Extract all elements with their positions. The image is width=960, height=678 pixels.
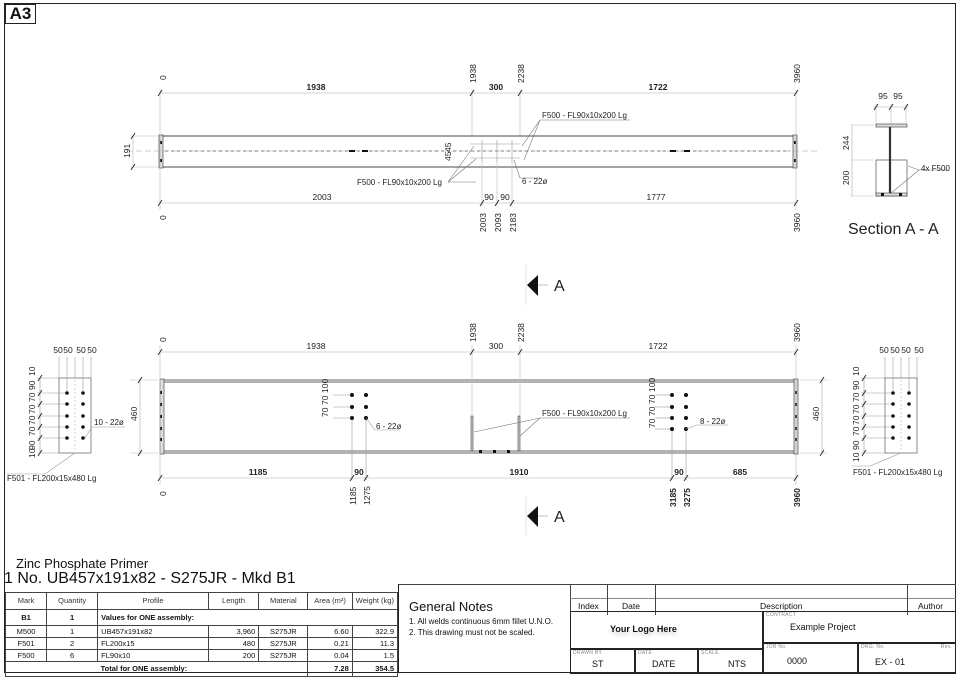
cell-length: 480 xyxy=(208,638,259,650)
elev-depth-left: 460 xyxy=(129,406,139,421)
revision-row-divider xyxy=(570,598,956,599)
elev-dim-1185: 1185 xyxy=(248,467,268,477)
total-weight: 354.5 xyxy=(352,662,397,677)
plan-flange-width: 191 xyxy=(122,143,132,158)
elev-right-pitch-100: 100 xyxy=(647,377,657,392)
cell-material: S275JR xyxy=(259,650,308,662)
plan-view xyxy=(127,90,820,210)
cell-area: 0.04 xyxy=(308,650,352,662)
lplate-dim-50a: 50 xyxy=(53,345,63,355)
job-number-value: 0000 xyxy=(787,656,808,666)
plan-dim-300: 300 xyxy=(488,82,504,92)
cell-mark: M500 xyxy=(6,626,47,638)
end-plate-right xyxy=(852,357,917,466)
plan-dim-1722: 1722 xyxy=(648,82,668,92)
section-dim-95a: 95 xyxy=(878,91,888,101)
plan-gauge-45b: 45 xyxy=(443,151,453,161)
contract-value: Example Project xyxy=(790,622,856,632)
elevation-view xyxy=(130,345,828,485)
cell-weight: 1.5 xyxy=(352,650,397,662)
elev-left-holes-callout: 6 - 22ø xyxy=(376,422,402,431)
parts-table-header xyxy=(6,593,398,610)
rplate-side-70b: 70 xyxy=(851,404,861,414)
rev-header-author: Author xyxy=(918,601,944,611)
elev-ord-1938: 1938 xyxy=(468,323,478,342)
parts-table xyxy=(5,592,398,677)
rplate-side-70c: 70 xyxy=(851,415,861,425)
total-spacer xyxy=(6,662,98,677)
table-row xyxy=(6,626,398,638)
cell-area: 0.21 xyxy=(308,638,352,650)
rplate-side-70d: 70 xyxy=(851,426,861,436)
section-marker-label-top: A xyxy=(554,278,565,295)
elev-left-pitch-70b: 70 xyxy=(320,407,330,417)
assembly-row xyxy=(6,610,398,626)
drawing-number-cell xyxy=(858,643,956,674)
job-number-label: JOB No. xyxy=(766,644,787,650)
rplate-dim-50c: 50 xyxy=(901,345,911,355)
date-label: DATE xyxy=(638,650,653,656)
lplate-holes-callout: 10 - 22ø xyxy=(94,418,124,427)
elev-right-pitch-70c: 70 xyxy=(647,418,657,428)
contract-label: CONTRACT xyxy=(766,612,797,618)
drawn-by-value: ST xyxy=(592,659,604,669)
cell-weight: 322.9 xyxy=(352,626,397,638)
elev-left-pitch-70a: 70 xyxy=(320,395,330,405)
scale-label: SCALE xyxy=(701,650,719,656)
table-row xyxy=(6,638,398,650)
plan-dim-2003: 2003 xyxy=(312,192,332,202)
lplate-side-10-top: 10 xyxy=(27,366,37,376)
section-marker-label-bottom: A xyxy=(554,509,565,526)
elev-ord-0-top: 0 xyxy=(158,337,168,342)
cell-material: S275JR xyxy=(259,638,308,650)
plan-plate-callout-bottom: F500 - FL90x10x200 Lg xyxy=(357,178,442,187)
elev-plate-callout: F500 - FL90x10x200 Lg xyxy=(542,409,627,418)
job-number-cell xyxy=(763,643,857,674)
plan-dim-1938: 1938 xyxy=(306,82,326,92)
logo-area xyxy=(570,611,762,648)
elev-ord-1275: 1275 xyxy=(362,486,372,505)
rplate-side-90-bottom: 90 xyxy=(851,440,861,450)
elev-dim-300: 300 xyxy=(488,341,504,351)
cell-length: 3,960 xyxy=(208,626,259,638)
plan-ord-2183: 2183 xyxy=(508,213,518,232)
section-plate-callout: 4x F500 xyxy=(921,164,950,173)
plan-dim-90a: 90 xyxy=(484,192,494,202)
col-area: Area (m²) xyxy=(308,593,352,610)
cell-quantity: 2 xyxy=(47,638,98,650)
total-label: Total for ONE assembly: xyxy=(98,662,308,677)
cell-mark: F501 xyxy=(6,638,47,650)
col-quantity: Quantity xyxy=(47,593,98,610)
rplate-dim-50a: 50 xyxy=(879,345,889,355)
elev-ord-3185: 3185 xyxy=(668,488,678,507)
general-note-2: 2. This drawing must not be scaled. xyxy=(409,628,535,637)
plan-dim-90b: 90 xyxy=(500,192,510,202)
general-notes xyxy=(398,584,570,673)
elev-dim-685: 685 xyxy=(732,467,748,477)
rev-header-date: Date xyxy=(622,601,640,611)
elev-ord-0-bottom: 0 xyxy=(158,491,168,496)
total-row xyxy=(6,662,398,677)
drawing-number-label: DRG. No. xyxy=(861,644,886,650)
elev-dim-1938: 1938 xyxy=(306,341,326,351)
elev-right-pitch-70a: 70 xyxy=(647,394,657,404)
drawn-by-cell xyxy=(570,649,634,674)
lplate-dim-50c: 50 xyxy=(76,345,86,355)
elev-depth-right: 460 xyxy=(811,406,821,421)
section-dim-200: 200 xyxy=(841,170,851,185)
plan-ord-2003: 2003 xyxy=(478,213,488,232)
rplate-side-10-top: 10 xyxy=(851,366,861,376)
scale-cell xyxy=(698,649,762,674)
cell-weight: 11.3 xyxy=(352,638,397,650)
elev-dim-1910: 1910 xyxy=(509,467,529,477)
rplate-label: F501 - FL200x15x480 Lg xyxy=(853,468,943,477)
section-markers xyxy=(526,265,548,535)
elev-dim-1722: 1722 xyxy=(648,341,668,351)
plan-ord-2238: 2238 xyxy=(516,64,526,83)
rplate-dim-50b: 50 xyxy=(890,345,900,355)
cell-profile: UB457x191x82 xyxy=(98,626,209,638)
lplate-side-70c: 70 xyxy=(27,415,37,425)
plan-plate-callout-top: F500 - FL90x10x200 Lg xyxy=(542,111,627,120)
section-title: Section A - A xyxy=(848,221,939,238)
coating-spec: Zinc Phosphate Primer xyxy=(16,556,149,571)
cell-mark: F500 xyxy=(6,650,47,662)
col-material: Material xyxy=(259,593,308,610)
cell-profile: FL200x15 xyxy=(98,638,209,650)
cell-quantity: 1 xyxy=(47,626,98,638)
plan-ord-0-top: 0 xyxy=(158,75,168,80)
assembly-quantity: 1 xyxy=(47,610,98,626)
elev-dim-90a: 90 xyxy=(354,467,364,477)
rplate-side-70a: 70 xyxy=(851,392,861,402)
plan-dim-1777: 1777 xyxy=(646,192,666,202)
lplate-side-10-bottom: 10 xyxy=(27,448,37,458)
elev-ord-1185: 1185 xyxy=(348,486,358,505)
elev-ord-3275: 3275 xyxy=(682,488,692,507)
elev-left-pitch-100: 100 xyxy=(320,378,330,393)
cell-length: 200 xyxy=(208,650,259,662)
plan-ord-1938: 1938 xyxy=(468,64,478,83)
rplate-side-90-top: 90 xyxy=(851,380,861,390)
rev-header-index: Index xyxy=(578,601,599,611)
table-row xyxy=(6,650,398,662)
general-notes-title: General Notes xyxy=(409,599,493,614)
elev-right-holes-callout: 8 - 22ø xyxy=(700,417,726,426)
col-length: Length xyxy=(208,593,259,610)
drawing-number-value: EX - 01 xyxy=(875,657,906,667)
elev-ord-3960-bottom: 3960 xyxy=(792,488,802,507)
total-area: 7.28 xyxy=(308,662,352,677)
section-a-a xyxy=(850,104,948,196)
sheet-size-label: A3 xyxy=(5,4,36,24)
plan-ord-3960-top: 3960 xyxy=(792,64,802,83)
plan-ord-3960-bottom: 3960 xyxy=(792,213,802,232)
elev-dim-90b: 90 xyxy=(674,467,684,477)
plan-ord-0-bottom: 0 xyxy=(158,215,168,220)
cell-quantity: 6 xyxy=(47,650,98,662)
lplate-label: F501 - FL200x15x480 Lg xyxy=(7,474,97,483)
section-dim-244: 244 xyxy=(841,135,851,150)
general-note-1: 1. All welds continuous 6mm fillet U.N.O. xyxy=(409,617,554,626)
assembly-title: 1 No. UB457x191x82 - S275JR - Mkd B1 xyxy=(4,570,296,587)
assembly-mark: B1 xyxy=(6,610,47,626)
lplate-dim-50b: 50 xyxy=(63,345,73,355)
cell-area: 6.60 xyxy=(308,626,352,638)
lplate-dim-50d: 50 xyxy=(87,345,97,355)
plan-holes-callout: 6 - 22ø xyxy=(522,177,548,186)
plan-gauge-45a: 45 xyxy=(443,142,453,152)
scale-value: NTS xyxy=(728,659,746,669)
contract-cell xyxy=(763,611,956,642)
col-mark: Mark xyxy=(6,593,47,610)
col-profile: Profile xyxy=(98,593,209,610)
elev-ord-2238: 2238 xyxy=(516,323,526,342)
date-value: DATE xyxy=(652,659,676,669)
revision-label: Rev. xyxy=(940,644,952,650)
cell-material: S275JR xyxy=(259,626,308,638)
lplate-side-90-top: 90 xyxy=(27,380,37,390)
lplate-side-70d: 70 xyxy=(27,426,37,436)
lplate-side-90-bottom: 90 xyxy=(27,440,37,450)
company-logo: Your Logo Here xyxy=(610,624,677,634)
rev-header-description: Description xyxy=(760,601,803,611)
section-dim-95b: 95 xyxy=(893,91,903,101)
elev-right-pitch-70b: 70 xyxy=(647,406,657,416)
plan-ord-2093: 2093 xyxy=(493,213,503,232)
lplate-side-70a: 70 xyxy=(27,392,37,402)
date-cell xyxy=(635,649,697,674)
rplate-side-10-bottom: 10 xyxy=(851,452,861,462)
end-plate-left xyxy=(7,357,125,474)
title-block xyxy=(570,584,956,673)
assembly-note: Values for ONE assembly: xyxy=(98,610,398,626)
elev-ord-3960-top: 3960 xyxy=(792,323,802,342)
rplate-dim-50d: 50 xyxy=(914,345,924,355)
lplate-side-70b: 70 xyxy=(27,404,37,414)
col-weight: Weight (kg) xyxy=(352,593,397,610)
cell-profile: FL90x10 xyxy=(98,650,209,662)
drawn-by-label: DRAWN BY xyxy=(573,650,603,656)
